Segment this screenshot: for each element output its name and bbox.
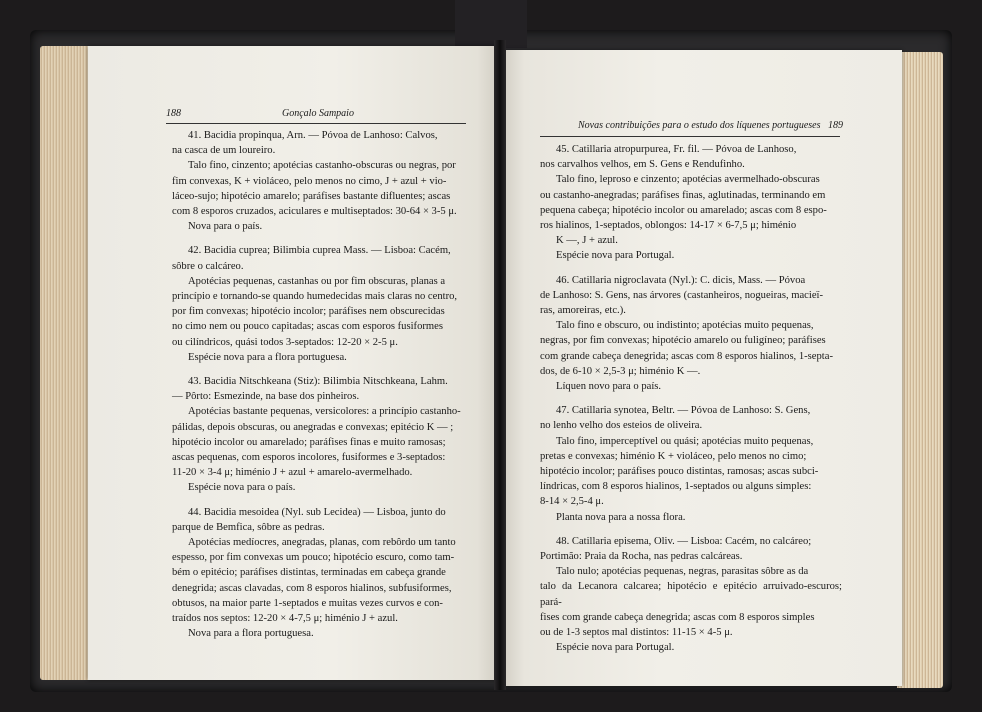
- text-line: Espécie nova para a flora portuguesa.: [188, 351, 347, 363]
- text-line: Apotécias bastante pequenas, versicolores: a princípio castanho-: [188, 406, 461, 418]
- text-line: Líquen novo para o país.: [556, 381, 662, 393]
- text-line: sôbre o calcáreo.: [172, 260, 244, 272]
- text-line: 41. Bacidia propinqua, Arn. — Póvoa de Lanhoso: Calvos,: [188, 130, 438, 141]
- text-line: 11-20 × 3-4 μ; himénio J + azul + amarelo-avermelhado.: [172, 467, 413, 479]
- text-line: 44. Bacidia mesoidea (Nyl. sub Lecidea) — Lisboa, junto do: [188, 506, 446, 518]
- text-line: 42. Bacidia cuprea; Bilimbia cuprea Mass. — Lisboa: Cacém,: [188, 245, 451, 257]
- text-line: láceo-sujo; hipotécio amarelo; paráfises bastante difluentes; ascas: [172, 190, 451, 202]
- text-line: ascas pequenas, com esporos incolores, fusiformes e 3-septados:: [172, 452, 446, 464]
- species-entry: [172, 243, 470, 365]
- text-line: no cimo nem ou pouco capitadas; ascas com esporos fusiformes: [172, 321, 443, 333]
- species-entry: [540, 273, 842, 395]
- text-line: Talo fino, leproso e cinzento; apotécias avermelhado-obscuras: [556, 174, 820, 186]
- text-line: bém o epitécio; paráfises distintas, terminadas em cabeça grande: [172, 567, 446, 579]
- text-line: com grande cabeça denegrida; ascas com 8 esporos hialinos, 1-septa-: [540, 350, 833, 362]
- species-entry: [172, 505, 470, 642]
- left-page: [88, 46, 498, 680]
- species-entry: [540, 142, 842, 264]
- left-header-rule: [166, 123, 466, 124]
- right-running-head: Novas contribuições para o estudo dos líquenes portugueses: [578, 120, 821, 131]
- right-page-edges: [897, 52, 943, 688]
- text-line: no lenho velho dos esteios de oliveira.: [540, 420, 703, 432]
- book-gutter: [494, 40, 506, 690]
- text-line: negras, por fim convexas; hipotécio amarelo ou fuligíneo; paráfises: [540, 335, 826, 347]
- text-line: fises com grande cabeça denegrida; ascas com 8 esporos simples: [540, 611, 815, 623]
- text-line: Espécie nova para Portugal.: [556, 642, 675, 654]
- text-line: parque de Bemfica, sôbre as pedras.: [172, 521, 325, 533]
- text-line: Planta nova para a nossa flora.: [556, 511, 686, 523]
- text-line: Talo fino, cinzento; apotécias castanho-obscuras ou negras, por: [188, 160, 456, 172]
- text-line: espesso, por fim convexas um pouco; hipotécio escuro, como tam-: [172, 552, 455, 564]
- species-entry: [172, 128, 470, 234]
- text-line: 46. Catillaria nigroclavata (Nyl.): C. dicis, Mass. — Póvoa: [556, 274, 806, 286]
- text-line: por fim convexas; hipotécio incolor; paráfises nem obscurecidas: [172, 306, 445, 318]
- text-line: traídos nos septos: 12-20 × 4-7,5 μ; himénio J + azul.: [172, 613, 398, 625]
- species-entry: [172, 374, 470, 496]
- text-line: obtusos, na maior parte 1-septados e muitas vezes curvos e con-: [172, 597, 443, 609]
- text-line: Apotécias medíocres, anegradas, planas, com rebôrdo um tanto: [188, 537, 456, 549]
- left-page-body: [172, 128, 470, 651]
- text-line: Nova para o país.: [188, 221, 263, 233]
- text-line: líndricas, com 8 esporos hialinos, 1-septados ou alguns simples:: [540, 481, 812, 493]
- text-line: hipotécio incolor ou amarelado; paráfises finas e muito ramosas;: [172, 436, 446, 448]
- text-line: de Lanhoso: S. Gens, nas árvores (castanheiros, nogueiras, macieï-: [540, 289, 824, 301]
- text-line: K —, J + azul.: [556, 235, 618, 247]
- text-line: Portimão: Praia da Rocha, nas pedras calcáreas.: [540, 551, 743, 563]
- left-running-head: Gonçalo Sampaio: [282, 108, 354, 119]
- text-line: pequena cabeça; hipotécio incolor ou amarelado; ascas com 8 espo-: [540, 204, 827, 216]
- text-line: 47. Catillaria synotea, Beltr. — Póvoa de Lanhoso: S. Gens,: [556, 405, 811, 417]
- text-line: Apotécias pequenas, castanhas ou por fim obscuras, planas a: [188, 275, 446, 287]
- text-line: 48. Catillaria episema, Oliv. — Lisboa: Cacém, no calcáreo;: [556, 535, 812, 547]
- text-line: pretas e convexas; himénio K + violáceo, pelo menos no cimo;: [540, 450, 807, 462]
- text-line: 43. Bacidia Nitschkeana (Stiz): Bilimbia Nitschkeana, Lahm.: [188, 376, 448, 388]
- text-line: hipotécio incolor; paráfises pouco distintas, ramosas; ascas subci-: [540, 466, 819, 478]
- text-line: ras, amoreiras, etc.).: [540, 305, 626, 317]
- text-line: Nova para a flora portuguesa.: [188, 628, 314, 640]
- text-line: ou cilíndricos, quási todos 3-septados: 12-20 × 2-5 μ.: [172, 336, 398, 348]
- text-line: Espécie nova para Portugal.: [556, 250, 675, 262]
- text-line: Talo fino, imperceptível ou quási; apotécias muito pequenas,: [556, 435, 814, 447]
- text-line: dos, de 6-10 × 2,5-3 μ; himénio K —.: [540, 365, 701, 377]
- text-line: Espécie nova para o país.: [188, 482, 296, 494]
- book-spine: [455, 0, 527, 48]
- text-line: princípio e tornando-se quando humedecidas mais claras no centro,: [172, 291, 458, 303]
- text-line: 45. Catillaria atropurpurea, Fr. fil. — Póvoa de Lanhoso,: [556, 144, 797, 155]
- text-line: Talo nulo; apotécias pequenas, negras, parasitas sôbre as da: [556, 566, 809, 578]
- text-line: fim convexas, K + violáceo, pelo menos no cimo, J + azul + vio-: [172, 175, 447, 187]
- species-entry: [540, 534, 842, 656]
- right-page-number: 189: [828, 120, 843, 131]
- text-line: pálidas, depois obscuras, ou anegradas e convexas; epitécio K — ;: [172, 421, 454, 433]
- text-line: na casca de um loureiro.: [172, 145, 276, 157]
- right-header-rule: [540, 136, 840, 137]
- text-line: — Pôrto: Esmezinde, na base dos pinheiros.: [172, 391, 360, 403]
- text-line: nos carvalhos velhos, em S. Gens e Rendufinho.: [540, 159, 745, 171]
- text-line: ou castanho-anegradas; paráfises finas, aglutinadas, terminando em: [540, 189, 826, 201]
- text-line: ros hialinos, 1-septados, oblongos: 14-17 × 6-7,5 μ; himénio: [540, 220, 797, 232]
- text-line: Talo fino e obscuro, ou indistinto; apotécias muito pequenas,: [556, 320, 814, 332]
- text-line: talo da Lecanora calcarea; hipotécio e epitécio arruivado-escuros; pará-: [540, 581, 842, 608]
- right-page: [500, 50, 902, 686]
- right-page-body: [540, 142, 842, 665]
- text-line: com 8 esporos cruzados, aciculares e multiseptados: 30-64 × 3-5 μ.: [172, 206, 457, 218]
- left-page-number: 188: [166, 108, 181, 119]
- text-line: denegrida; ascas clavadas, com 8 esporos hialinos, subfusiformes,: [172, 582, 452, 594]
- text-line: 8-14 × 2,5-4 μ.: [540, 496, 604, 508]
- species-entry: [540, 403, 842, 525]
- text-line: ou de 1-3 septos mal distintos: 11-15 × 4-5 μ.: [540, 627, 733, 639]
